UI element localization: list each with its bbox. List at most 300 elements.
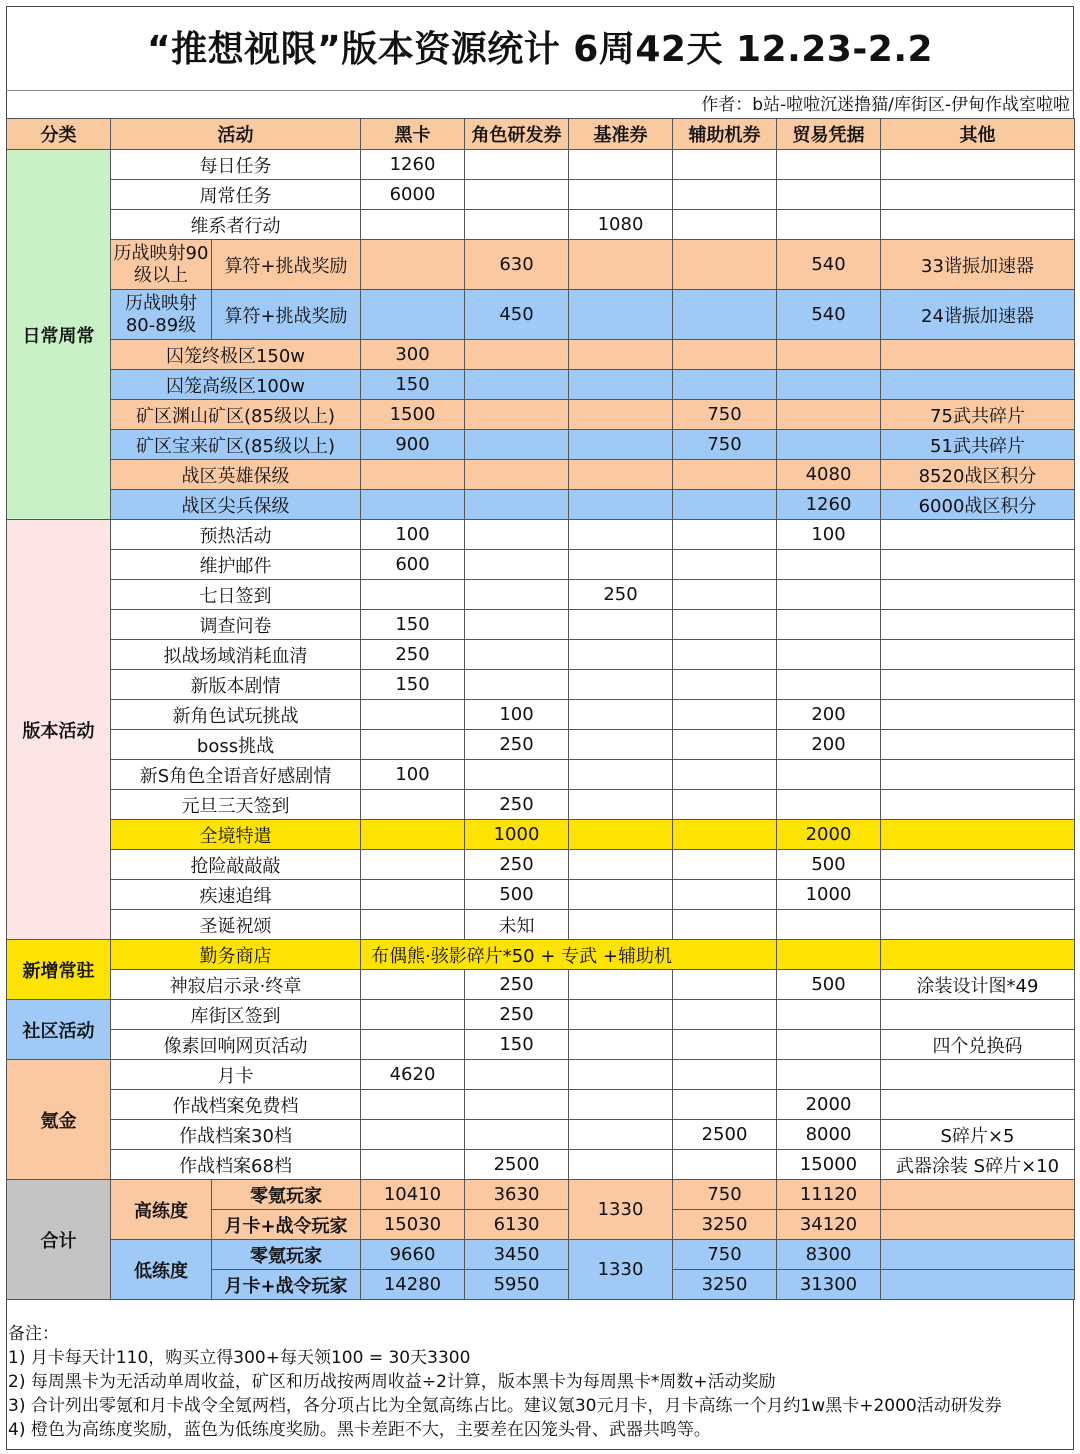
value-cell [673,1060,777,1090]
note-line: 1) 月卡每天计110，购买立得300+每天领100 = 30天3300 [8,1348,471,1368]
table-row [7,700,1075,730]
value-cell [569,850,673,880]
activity-cell: 像素回响网页活动 [111,1030,361,1060]
value-cell: 2000 [777,1090,881,1120]
value-cell [673,520,777,550]
value-cell: 4080 [777,460,881,490]
value-cell [361,820,465,850]
table-row [7,550,1075,580]
value-cell: 15000 [777,1150,881,1180]
header-aux-ticket: 辅助机券 [673,119,777,150]
value-cell: 10410 [361,1180,465,1210]
table-row [7,910,1075,940]
activity-cell: 作战档案68档 [111,1150,361,1180]
value-cell [465,760,569,790]
value-cell [777,370,881,400]
table-row [7,640,1075,670]
value-cell [881,180,1075,210]
value-cell [777,430,881,460]
value-cell [361,1030,465,1060]
value-cell [569,520,673,550]
value-cell: 4620 [361,1060,465,1090]
value-cell [569,550,673,580]
value-cell [361,970,465,1000]
activity-cell: 矿区渊山矿区(85级以上) [111,400,361,430]
value-cell [881,1210,1075,1240]
value-cell: 150 [361,610,465,640]
value-cell [361,1120,465,1150]
value-cell: 540 [777,240,881,290]
value-cell [673,1090,777,1120]
table-row [7,1120,1075,1150]
value-cell [673,1000,777,1030]
value-cell [361,290,465,340]
value-cell: 8520战区积分 [881,460,1075,490]
value-cell [673,210,777,240]
value-cell: 6000 [361,180,465,210]
value-cell [569,290,673,340]
value-cell [777,610,881,640]
value-cell [361,1150,465,1180]
value-cell [569,1030,673,1060]
activity-cell: 新角色试玩挑战 [111,700,361,730]
value-cell [569,240,673,290]
value-cell [361,1000,465,1030]
table-row [7,580,1075,610]
table-row [7,290,1075,340]
table-row [7,210,1075,240]
activity-cell: 全境特遣 [111,820,361,850]
value-cell: 1080 [569,210,673,240]
value-cell: 3450 [465,1240,569,1270]
value-cell [777,670,881,700]
value-cell: S碎片×5 [881,1120,1075,1150]
value-cell [673,370,777,400]
value-cell: 6000战区积分 [881,490,1075,520]
value-cell [673,940,777,970]
value-cell [361,580,465,610]
activity-cell: 作战档案免费档 [111,1090,361,1120]
value-cell [465,400,569,430]
value-cell: 2500 [465,1150,569,1180]
value-cell: 500 [465,880,569,910]
value-cell [465,340,569,370]
activity-cell: 矿区宝来矿区(85级以上) [111,430,361,460]
value-cell [361,850,465,880]
value-cell [569,460,673,490]
table-row [7,970,1075,1000]
value-cell [881,1000,1075,1030]
value-cell: 250 [361,640,465,670]
table-row [7,400,1075,430]
activity-cell: boss挑战 [111,730,361,760]
table-row [7,340,1075,370]
value-cell [673,180,777,210]
value-cell [465,1090,569,1120]
value-cell [881,1180,1075,1210]
value-cell [569,1150,673,1180]
value-cell [881,820,1075,850]
value-cell [777,550,881,580]
value-cell [881,670,1075,700]
activity-cell: 疾速追缉 [111,880,361,910]
value-cell: 250 [465,790,569,820]
value-cell [465,150,569,180]
value-cell [673,1030,777,1060]
value-cell: 750 [673,1180,777,1210]
value-cell [569,150,673,180]
category-paid: 氪金 [7,1060,111,1180]
table-row [7,1150,1075,1180]
value-cell [881,580,1075,610]
value-cell [881,850,1075,880]
value-cell: 150 [361,670,465,700]
value-cell [569,910,673,940]
activity-sub-cell: 算符+挑战奖励 [212,290,361,340]
value-cell [881,210,1075,240]
table-row [7,1240,1075,1270]
value-cell [569,640,673,670]
value-cell: 750 [673,1240,777,1270]
player-type-cell: 零氪玩家 [212,1240,361,1270]
value-cell [777,640,881,670]
value-cell [569,1000,673,1030]
value-cell [569,700,673,730]
value-cell [465,550,569,580]
value-cell [569,760,673,790]
activity-cell: 战区尖兵保级 [111,490,361,520]
table-row [7,730,1075,760]
value-cell [465,580,569,610]
activity-cell: 预热活动 [111,520,361,550]
activity-cell: 圣诞祝颂 [111,910,361,940]
table-row [7,820,1075,850]
value-cell [673,880,777,910]
value-cell: 900 [361,430,465,460]
value-cell [881,940,1075,970]
value-cell: 未知 [465,910,569,940]
value-cell [777,1030,881,1060]
value-cell: 6130 [465,1210,569,1240]
value-cell [777,580,881,610]
note-line: 2) 每周黑卡为无活动单周收益，矿区和历战按两周收益÷2计算，版本黑卡为每周黑卡*周数+活动奖励 [8,1372,776,1392]
value-cell: 24谐振加速器 [881,290,1075,340]
value-cell [881,700,1075,730]
value-cell [465,430,569,460]
value-cell: 100 [361,760,465,790]
value-cell: 100 [777,520,881,550]
value-cell [465,520,569,550]
activity-cell: 维系者行动 [111,210,361,240]
value-cell: 250 [465,850,569,880]
value-cell [673,340,777,370]
value-cell [361,910,465,940]
value-cell: 3630 [465,1180,569,1210]
value-cell [777,760,881,790]
player-type-cell: 零氪玩家 [212,1180,361,1210]
value-cell [881,880,1075,910]
activity-cell: 历战映射80-89级 [111,290,212,340]
header-category: 分类 [7,119,111,150]
value-cell [881,520,1075,550]
value-cell [881,730,1075,760]
value-cell: 1260 [361,150,465,180]
merged-value-cell: 布偶熊·骇影碎片*50 + 专武 +辅助机 [361,940,673,970]
table-row [7,790,1075,820]
value-cell: 450 [465,290,569,340]
value-cell: 250 [465,1000,569,1030]
table-row [7,430,1075,460]
value-cell [569,1120,673,1150]
value-cell [361,240,465,290]
value-cell: 涂装设计图*49 [881,970,1075,1000]
value-cell: 1330 [569,1240,673,1300]
value-cell: 5950 [465,1270,569,1300]
notes-heading: 备注： [8,1324,59,1344]
value-cell: 2000 [777,820,881,850]
activity-cell: 月卡 [111,1060,361,1090]
value-cell: 150 [465,1030,569,1060]
value-cell: 75武共碎片 [881,400,1075,430]
value-cell [569,970,673,1000]
activity-cell: 库街区签到 [111,1000,361,1030]
table-row [7,670,1075,700]
table-row [7,880,1075,910]
table-row [7,1000,1075,1030]
value-cell: 8000 [777,1120,881,1150]
value-cell [777,790,881,820]
value-cell [361,880,465,910]
note-line: 3) 合计列出零氪和月卡战令全氪两档，各分项占比为全氪高练占比。建议氪30元月卡，月卡高练一个月约1w黑卡+2000活动研发券 [8,1396,1002,1416]
table-row [7,370,1075,400]
value-cell [881,910,1075,940]
value-cell [673,670,777,700]
value-cell [673,290,777,340]
activity-cell: 历战映射90级以上 [111,240,212,290]
value-cell [777,910,881,940]
value-cell: 11120 [777,1180,881,1210]
title-divider [6,90,1074,91]
value-cell [673,610,777,640]
value-cell [881,610,1075,640]
header-role-ticket: 角色研发券 [465,119,569,150]
header-black-card: 黑卡 [361,119,465,150]
value-cell [465,490,569,520]
value-cell [673,730,777,760]
value-cell: 1260 [777,490,881,520]
value-cell [465,180,569,210]
value-cell [881,640,1075,670]
value-cell: 750 [673,400,777,430]
value-cell: 150 [361,370,465,400]
value-cell [673,240,777,290]
value-cell [465,210,569,240]
player-type-cell: 月卡+战令玩家 [212,1210,361,1240]
activity-cell: 神寂启示录·终章 [111,970,361,1000]
value-cell [673,760,777,790]
table-row [7,180,1075,210]
value-cell: 8300 [777,1240,881,1270]
activity-cell: 元旦三天签到 [111,790,361,820]
value-cell [881,370,1075,400]
value-cell [881,1090,1075,1120]
value-cell [777,210,881,240]
activity-cell: 囚笼终极区150w [111,340,361,370]
value-cell [361,460,465,490]
value-cell [673,910,777,940]
value-cell [673,460,777,490]
player-type-cell: 月卡+战令玩家 [212,1270,361,1300]
value-cell: 600 [361,550,465,580]
value-cell [465,1120,569,1150]
total-high-label: 高练度 [111,1180,212,1240]
value-cell [881,760,1075,790]
value-cell [569,730,673,760]
value-cell: 2500 [673,1120,777,1150]
value-cell [465,460,569,490]
value-cell: 500 [777,850,881,880]
value-cell [777,1000,881,1030]
total-low-label: 低练度 [111,1240,212,1300]
value-cell [569,880,673,910]
value-cell [673,790,777,820]
value-cell: 34120 [777,1210,881,1240]
value-cell [777,340,881,370]
value-cell [881,1270,1075,1300]
value-cell [673,970,777,1000]
value-cell: 9660 [361,1240,465,1270]
category-community: 社区活动 [7,1000,111,1060]
value-cell [569,820,673,850]
value-cell [465,610,569,640]
value-cell: 3250 [673,1210,777,1240]
category-total: 合计 [7,1180,111,1300]
activity-sub-cell: 算符+挑战奖励 [212,240,361,290]
activity-cell: 每日任务 [111,150,361,180]
value-cell [777,400,881,430]
value-cell [673,580,777,610]
value-cell [569,430,673,460]
activity-cell: 周常任务 [111,180,361,210]
value-cell: 1330 [569,1180,673,1240]
category-daily: 日常周常 [7,150,111,520]
value-cell [569,490,673,520]
value-cell [465,640,569,670]
table-row [7,1060,1075,1090]
value-cell [881,1060,1075,1090]
table-row [7,150,1075,180]
value-cell: 630 [465,240,569,290]
activity-cell: 调查问卷 [111,610,361,640]
value-cell [569,180,673,210]
value-cell [569,340,673,370]
value-cell: 100 [465,700,569,730]
value-cell: 200 [777,700,881,730]
value-cell [673,150,777,180]
activity-cell: 战区英雄保级 [111,460,361,490]
table-row [7,490,1075,520]
value-cell: 四个兑换码 [881,1030,1075,1060]
value-cell [777,180,881,210]
value-cell: 1000 [465,820,569,850]
value-cell [361,490,465,520]
value-cell: 33谐振加速器 [881,240,1075,290]
value-cell [881,790,1075,820]
table-row [7,850,1075,880]
value-cell [361,210,465,240]
value-cell [569,400,673,430]
activity-cell: 作战档案30档 [111,1120,361,1150]
value-cell [673,550,777,580]
value-cell [569,1090,673,1120]
value-cell [465,670,569,700]
value-cell: 250 [465,730,569,760]
value-cell: 15030 [361,1210,465,1240]
notes-section [8,1322,1072,1442]
value-cell [569,370,673,400]
value-cell [673,820,777,850]
value-cell: 武器涂装 S碎片×10 [881,1150,1075,1180]
value-cell [465,1060,569,1090]
header-row [7,119,1075,150]
value-cell [569,790,673,820]
note-line: 4) 橙色为高练度奖励，蓝色为低练度奖励。黑卡差距不大，主要差在囚笼头骨、武器共鸣等。 [8,1420,711,1440]
value-cell: 1000 [777,880,881,910]
activity-cell: 维护邮件 [111,550,361,580]
activity-cell: 勤务商店 [111,940,361,970]
value-cell: 14280 [361,1270,465,1300]
value-cell [777,1060,881,1090]
activity-cell: 七日签到 [111,580,361,610]
table-row [7,520,1075,550]
value-cell: 100 [361,520,465,550]
value-cell [777,150,881,180]
value-cell [569,610,673,640]
value-cell [361,730,465,760]
value-cell [361,1090,465,1120]
author-credit: 作者：b站-啦啦沉迷撸猫/库街区-伊甸作战室啦啦 [701,95,1070,115]
value-cell [569,670,673,700]
value-cell: 51武共碎片 [881,430,1075,460]
table-row [7,1030,1075,1060]
value-cell: 540 [777,290,881,340]
value-cell [673,700,777,730]
activity-cell: 抢险敲敲敲 [111,850,361,880]
page-title: “推想视限”版本资源统计 6周42天 12.23-2.2 [146,29,934,70]
activity-cell: 新S角色全语音好感剧情 [111,760,361,790]
activity-cell: 囚笼高级区100w [111,370,361,400]
value-cell: 750 [673,430,777,460]
value-cell [777,940,881,970]
category-new-resident: 新增常驻 [7,940,111,1000]
table-row [7,760,1075,790]
value-cell [881,150,1075,180]
header-other: 其他 [881,119,1075,150]
value-cell [361,790,465,820]
value-cell [673,490,777,520]
value-cell: 3250 [673,1270,777,1300]
value-cell [881,1240,1075,1270]
table-row [7,240,1075,290]
table-row [7,940,1075,970]
value-cell [465,370,569,400]
category-version: 版本活动 [7,520,111,940]
table-row [7,1090,1075,1120]
value-cell [673,850,777,880]
table-row [7,610,1075,640]
value-cell: 250 [569,580,673,610]
value-cell: 1500 [361,400,465,430]
